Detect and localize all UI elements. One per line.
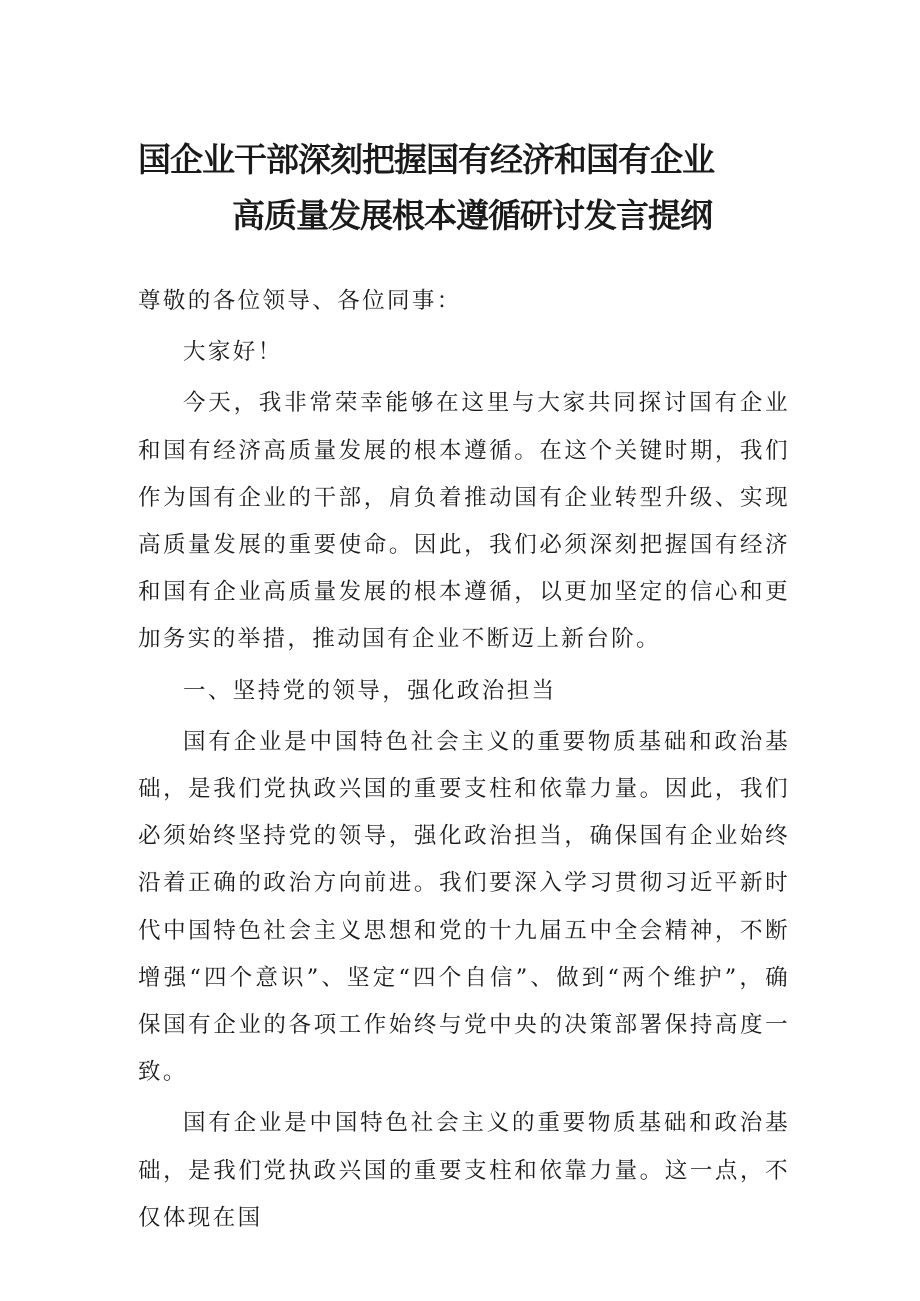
paragraph-section-1-continued: 国有企业是中国特色社会主义的重要物质基础和政治基础，是我们党执政兴国的重要支柱和依靠力量。这一点，不仅体现在国 [138, 1110, 790, 1231]
greeting: 大家好！ [183, 339, 283, 366]
paragraph-intro: 今天，我非常荣幸能够在这里与大家共同探讨国有企业和国有经济高质量发展的根本遵循。在这个关键时期，我们作为国有企业的干部，肩负着推动国有企业转型升级、实现高质量发展的重要使命。因此，我们必须深刻把握国有经济和国有企业高质量发展的根本遵循，以更加坚定的信心和更加务实的举措，推动国有企业不断迈上新台阶。 [138, 390, 790, 653]
document-body [138, 278, 790, 1242]
section-heading-1: 一、坚持党的领导，强化政治担当 [183, 677, 557, 704]
salutation: 尊敬的各位领导、各位同事： [138, 288, 462, 314]
document-title-line-1: 国企业干部深刻把握国有经济和国有企业 [138, 140, 714, 179]
document-title-line-2: 高质量发展根本遵循研讨发言提纲 [232, 196, 712, 235]
paragraph-section-1: 国有企业是中国特色社会主义的重要物质基础和政治基础，是我们党执政兴国的重要支柱和依靠力量。因此，我们必须始终坚持党的领导，强化政治担当，确保国有企业始终沿着正确的政治方向前进。我们要深入学习贯彻习近平新时代中国特色社会主义思想和党的十九届五中全会精神，不断增强“四个意识”、坚定“四个自信”、做到“两个维护”，确保国有企业的各项工作始终与党中央的决策部署保持高度一致。 [138, 728, 790, 1086]
